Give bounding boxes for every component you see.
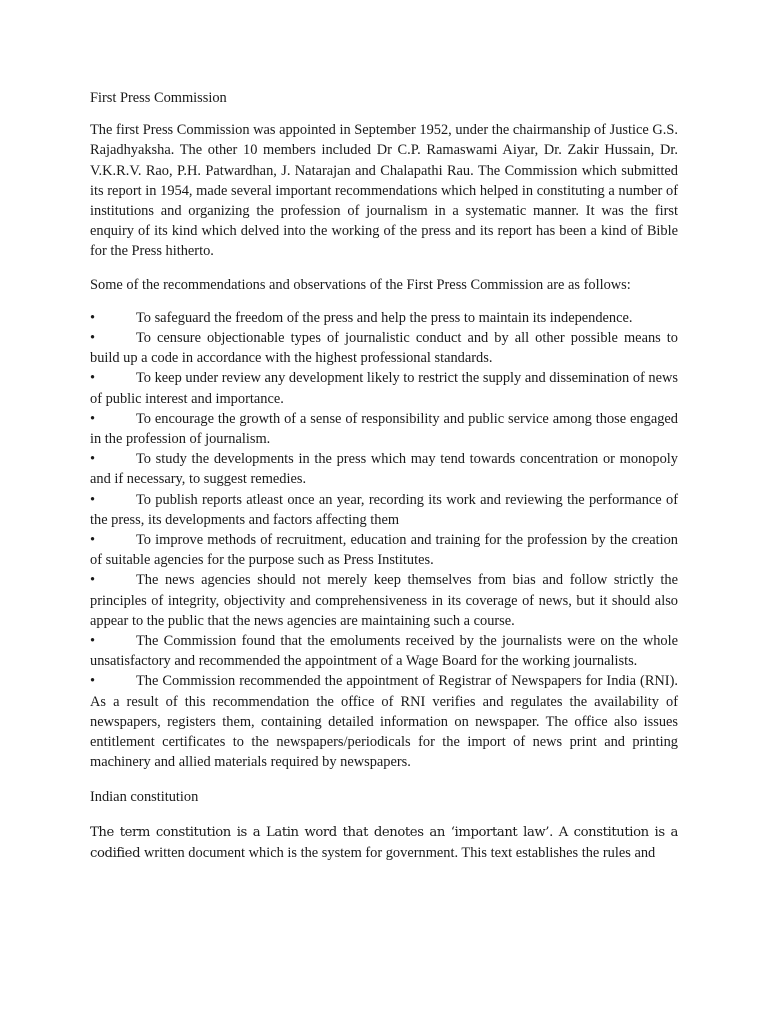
bullet-icon: •: [90, 673, 96, 690]
section-title-first-press-commission: First Press Commission: [90, 90, 227, 106]
bullet-icon: •: [90, 410, 96, 427]
constitution-paragraph-start: The term constitution is a Latin word that denotes an ‘important law’. A constitution is a codified: [90, 824, 678, 861]
list-item: [90, 631, 678, 671]
list-item-text: To keep under review any development likely to restrict the supply and dissemination of news of public interest and importance.: [90, 370, 678, 407]
list-item: [90, 570, 678, 631]
bullet-icon: •: [90, 370, 96, 387]
section-title-indian-constitution: Indian constitution: [90, 788, 199, 805]
list-item: [90, 328, 678, 368]
list-item-text: To safeguard the freedom of the press and help the press to maintain its independence.: [136, 309, 633, 326]
constitution-paragraph: [90, 823, 678, 864]
list-item-text: To censure objectionable types of journalistic conduct and by all other possible means to build up a code in accordance with the highest professional standards.: [90, 330, 678, 367]
bullet-icon: •: [90, 330, 96, 347]
list-item-text: To study the developments in the press which may tend towards concentration or monopoly and if necessary, to suggest remedies.: [90, 451, 678, 488]
constitution-paragraph-rest: written document which is the system for government. This text establishes the rules and: [143, 844, 656, 861]
bullet-icon: •: [90, 451, 96, 468]
bullet-icon: •: [90, 491, 96, 508]
list-item-text: The Commission found that the emoluments received by the journalists were on the whole unsatisfactory and recommended the appointment of a Wage Board for the working journalists.: [90, 633, 678, 670]
list-item-text: The news agencies should not merely keep themselves from bias and follow strictly the principles of integrity, objectivity and comprehensiveness in its coverage of news, but it should also appear to the public that the news agencies are maintaining such a course.: [90, 572, 678, 629]
list-item: [90, 409, 678, 449]
list-item-text: The Commission recommended the appointment of Registrar of Newspapers for India (RNI). As a result of this recommendation the office of RNI verifies and regulates the availability of newspapers, registers them, containing detailed information on newspaper. The office also issues entitlement certificates to the newspapers/periodicals for the import of news print and printing machinery and allied materials required by newspapers.: [90, 673, 678, 771]
bullet-icon: •: [90, 633, 96, 650]
bullet-icon: •: [90, 309, 96, 326]
list-item: [90, 530, 678, 570]
intro-paragraph: The first Press Commission was appointed in September 1952, under the chairmanship of Justice G.S. Rajadhyaksha. The other 10 members included Dr C.P. Ramaswami Aiyar, Dr. Zakir Hussain, Dr. V.K.R.V. Rao, P.H. Patwardhan, J. Natarajan and Chalapathi Rau. The Commission which submitted its report in 1954, made several important recommendations which helped in constituting a number of institutions and organizing the profession of journalism in a systematic manner. It was the first enquiry of its kind which delved into the working of the press and its report has been a kind of Bible for the Press hitherto.: [90, 122, 678, 260]
list-item: [90, 368, 678, 408]
recommendations-intro: Some of the recommendations and observations of the First Press Commission are as follows:: [90, 276, 631, 293]
document-page: [90, 88, 678, 864]
list-item-text: To encourage the growth of a sense of responsibility and public service among those engaged in the profession of journalism.: [90, 410, 678, 448]
bullet-icon: •: [90, 572, 96, 589]
list-item: [90, 671, 678, 772]
recommendations-list: [90, 308, 678, 773]
list-item: [90, 308, 678, 328]
list-item-text: To publish reports atleast once an year, recording its work and reviewing the performance of the press, its developments and factors affecting them: [90, 491, 678, 528]
list-item: [90, 490, 678, 530]
list-item: [90, 449, 678, 489]
list-item-text: To improve methods of recruitment, education and training for the profession by the creation of suitable agencies for the purpose such as Press Institutes.: [90, 532, 678, 569]
bullet-icon: •: [90, 532, 96, 549]
